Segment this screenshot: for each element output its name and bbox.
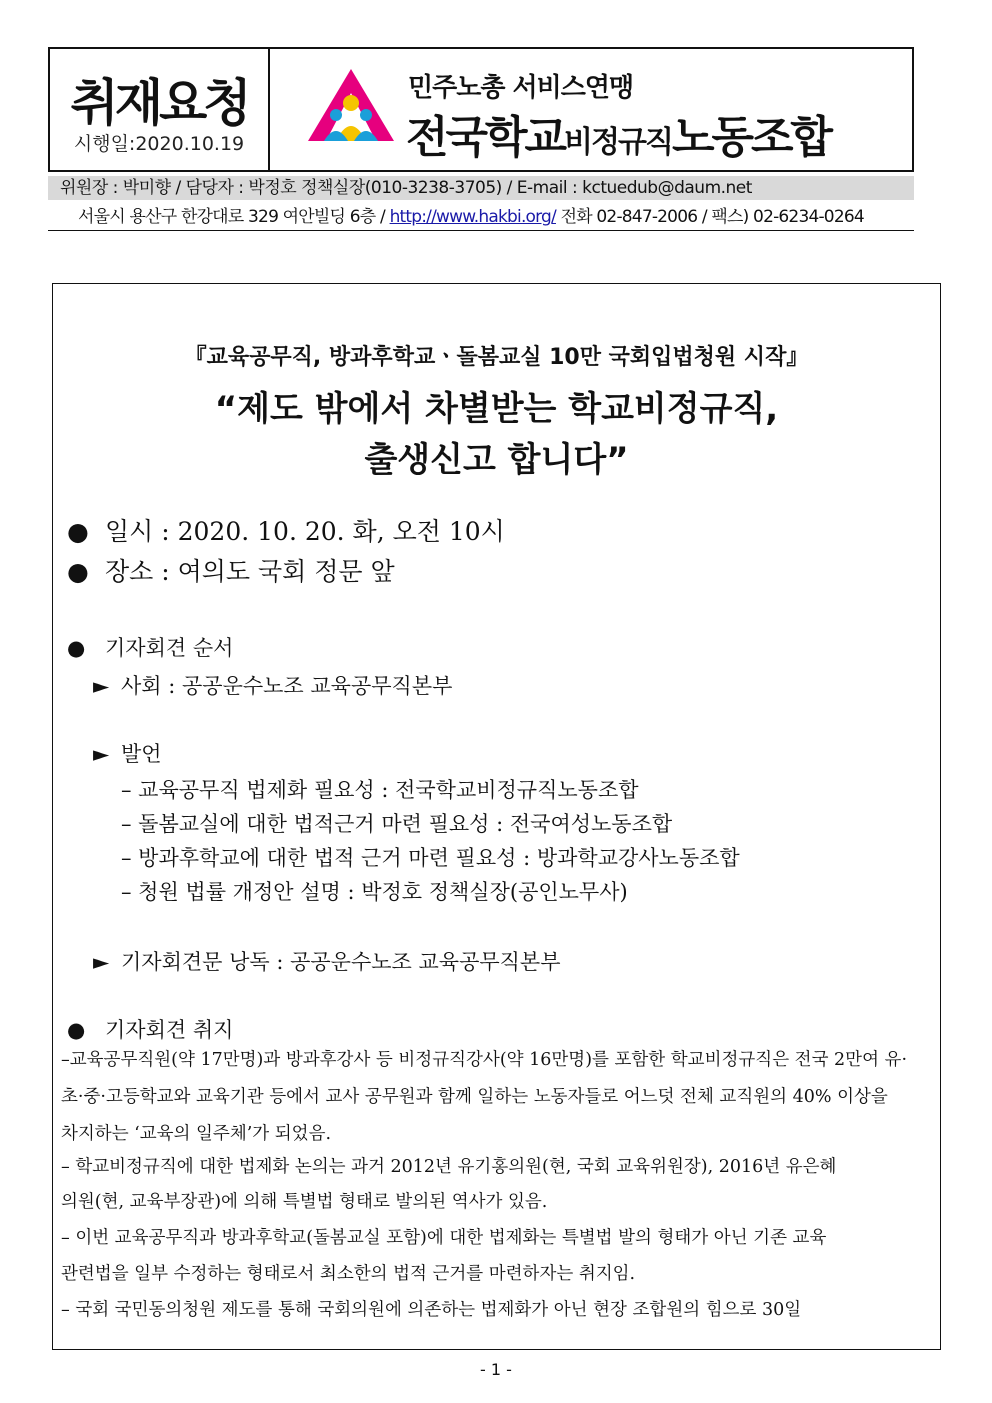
request-title: 취재요청	[70, 74, 248, 132]
press-header	[48, 47, 914, 172]
website-link[interactable]: http://www.hakbi.org/	[389, 207, 556, 227]
org-name: 전국학교비정규직노동조합	[406, 112, 830, 163]
speech-line: – 돌봄교실에 대한 법적근거 마련 필요성 : 전국여성노동조합	[121, 812, 673, 836]
host-item: ► 사회 : 공공운수노조 교육공무직본부	[93, 674, 453, 698]
main-title-line1: “제도 밖에서 차별받는 학교비정규직,	[214, 389, 779, 429]
speech-line: – 방과후학교에 대한 법적 근거 마련 필요성 : 방과학교강사노동조합	[121, 846, 740, 870]
purpose-line: 의원(현, 교육부장관)에 의해 특별법 형태로 발의된 역사가 있음.	[61, 1192, 548, 1212]
purpose-line: – 이번 교육공무직과 방과후학교(돌봄교실 포함)에 대한 법제화는 특별법 발의 형태가 아닌 기존 교육	[61, 1228, 827, 1248]
purpose-line: 차지하는 ‘교육의 일주체’가 되었음.	[61, 1124, 332, 1144]
date-item: ● 일시 : 2020. 10. 20. 화, 오전 10시	[67, 517, 505, 546]
place-item: ● 장소 : 여의도 국회 정문 앞	[67, 557, 395, 586]
purpose-line: –교육공무직원(약 17만명)과 방과후강사 등 비정규직강사(약 16만명)를 포함한 학교비정규직은 전국 2만여 유·	[61, 1050, 908, 1070]
speech-item: ► 발언	[93, 742, 162, 766]
purpose-line: – 국회 국민동의청원 제도를 통해 국회의원에 의존하는 법제화가 아닌 현장 조합원의 힘으로 30일	[61, 1300, 802, 1320]
address-bar: 서울시 용산구 한강대로 329 여안빌딩 6층 / http://www.hakbi.org/ 전화 02-847-2006 / 팩스) 02-6234-0264	[48, 203, 914, 231]
page-number: - 1 -	[480, 1360, 512, 1379]
purpose-line: 초·중·고등학교와 교육기관 등에서 교사 공무원과 함께 일하는 노동자들로 어느덧 전체 교직원의 40% 이상을	[61, 1087, 888, 1107]
issue-date: 시행일:2020.10.19	[73, 133, 245, 155]
org-federation: 민주노총 서비스연맹	[408, 73, 634, 103]
content-box	[52, 283, 941, 1350]
reading-item: ► 기자회견문 낭독 : 공공운수노조 교육공무직본부	[93, 950, 561, 974]
purpose-line: – 학교비정규직에 대한 법제화 논의는 과거 2012년 유기홍의원(현, 국회 교육위원장), 2016년 유은혜	[61, 1157, 837, 1177]
union-logo-icon	[306, 65, 396, 145]
request-box	[50, 49, 270, 170]
purpose-line: 관련법을 일부 수정하는 형태로서 최소한의 법적 근거를 마련하자는 취지임.	[61, 1264, 636, 1284]
subtitle: 『교육공무직, 방과후학교ㆍ돌봄교실 10만 국회입법청원 시작』	[184, 345, 809, 370]
speech-line: – 교육공무직 법제화 필요성 : 전국학교비정규직노동조합	[121, 778, 639, 802]
purpose-heading: ● 기자회견 취지	[67, 1018, 234, 1042]
speech-line: – 청원 법률 개정안 설명 : 박정호 정책실장(공인노무사)	[121, 880, 628, 904]
contact-bar: 위원장 : 박미향 / 담당자 : 박정호 정책실장(010-3238-3705) / E-mail : kctuedub@daum.net	[48, 176, 914, 200]
main-title-line2: 출생신고 합니다”	[364, 440, 629, 480]
order-heading: ● 기자회견 순서	[67, 636, 234, 660]
